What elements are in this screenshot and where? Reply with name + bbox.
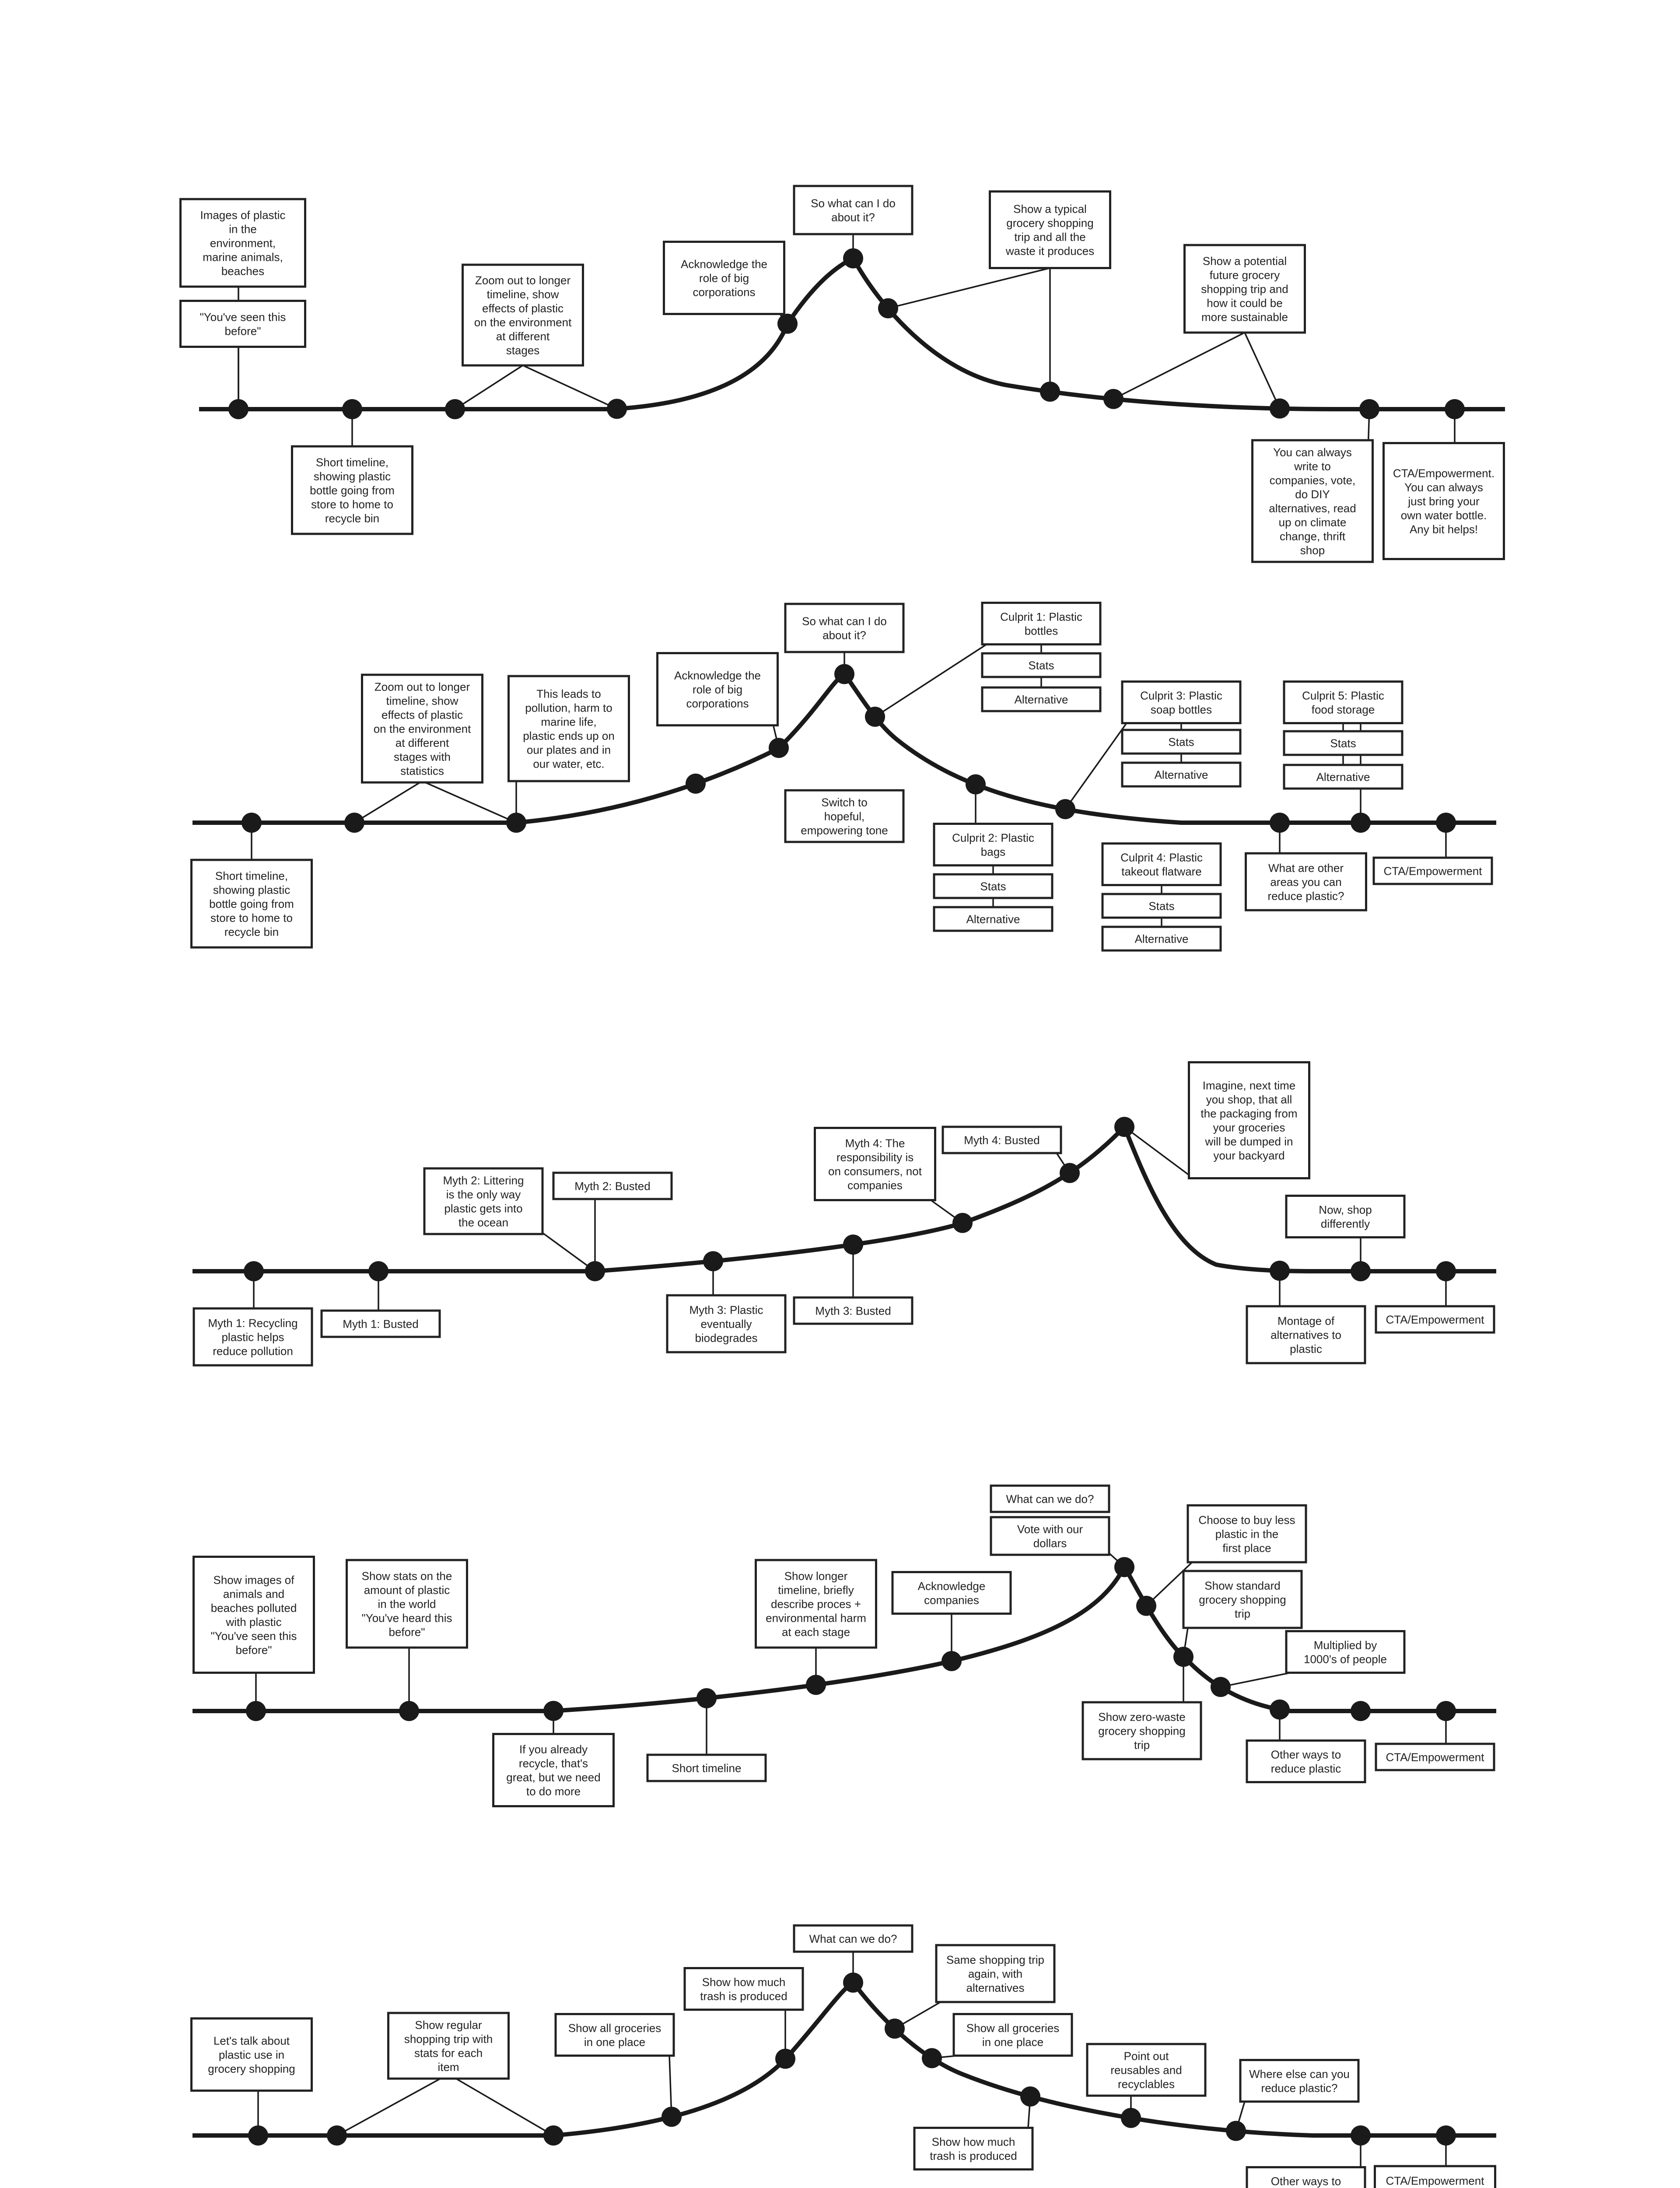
timeline-node [834, 664, 854, 684]
story-beat-box-text: Stats [980, 880, 1006, 893]
story-beat-box [1246, 853, 1366, 910]
timeline-node [952, 1213, 973, 1233]
story-beat-box-text: Show how much trash is produced [700, 1975, 788, 2003]
story-beat-box-text: Show a potential future grocery shopping trip and how it could be more sustainable [1201, 254, 1288, 324]
story-beat-box [1122, 730, 1240, 754]
story-beat-box-text: "You've seen this before" [200, 310, 286, 338]
timeline-node [445, 399, 465, 419]
timeline-node [1226, 2121, 1246, 2141]
connector-line [523, 365, 617, 409]
story-beat-box-text: Show all groceries in one place [966, 2021, 1060, 2049]
timeline-node [843, 248, 863, 268]
timeline-node [1351, 1701, 1371, 1721]
story-beat-box [667, 1295, 785, 1352]
timeline-node [1040, 382, 1060, 402]
story-beat-box-text: Alternative [966, 912, 1020, 926]
story-beat-box-text: Alternative [1014, 693, 1068, 706]
story-beat-box-text: Images of plastic in the environment, marine animals, beaches [200, 208, 286, 278]
story-beat-box [1102, 894, 1221, 918]
timeline-node [775, 2049, 795, 2069]
connector-line [1113, 333, 1245, 399]
story-beat-box [1122, 763, 1240, 786]
story-beat-box [388, 2013, 509, 2079]
story-beat-box-text: Stats [1330, 736, 1356, 750]
story-beat-box-text: Stats [1168, 735, 1194, 749]
story-beat-box [362, 675, 483, 782]
story-beat-box-frame [892, 1572, 1011, 1614]
story-beat-box-text: You can always write to companies, vote, do DIY alternatives, read up on climate change, thrift shop [1269, 445, 1356, 557]
timeline-node [327, 2125, 347, 2146]
story-beat-box [943, 1127, 1061, 1153]
timeline-node [686, 774, 706, 794]
connector-line [337, 2074, 448, 2135]
story-beat-box [1374, 858, 1492, 884]
story-beat-box-text: Other ways to reduce plastic [1270, 1748, 1341, 1775]
story-beat-box-text: Point out reusables and recyclables [1110, 2049, 1182, 2091]
story-beat-box [982, 603, 1100, 645]
timeline-node [607, 399, 627, 419]
timeline-node [1103, 389, 1124, 409]
story-beat-box-text: Multiplied by 1000's of people [1303, 1638, 1387, 1666]
story-beat-box-text: If you already recycle, that's great, but we need to do more [506, 1743, 601, 1798]
story-beat-box [1247, 1306, 1365, 1363]
storyboard-diagram-1 [181, 186, 1505, 562]
story-beat-box [1122, 682, 1240, 723]
timeline-node [1020, 2086, 1040, 2107]
story-beat-box [990, 192, 1110, 268]
story-beat-box-text: Let's talk about plastic use in grocery shopping [208, 2034, 295, 2076]
story-beat-box-text: Culprit 4: Plastic takeout flatware [1120, 851, 1203, 878]
connector-line [455, 365, 523, 409]
story-beat-box [1284, 731, 1402, 755]
timeline-node [1359, 399, 1379, 419]
story-beat-box-text: Now, shop differently [1319, 1203, 1372, 1231]
story-beat-box-text: Short timeline [672, 1761, 742, 1775]
story-beat-box-frame [181, 301, 305, 347]
story-beat-box [664, 242, 784, 314]
storyboard-diagram-5 [192, 1925, 1497, 2188]
story-beat-box-text: Show a typical grocery shopping trip and all the waste it produces [1005, 202, 1095, 258]
timeline-node [696, 1688, 717, 1708]
story-beat-box-text: Show regular shopping trip with stats for each item [404, 2018, 493, 2074]
timeline-node [1270, 399, 1290, 419]
story-beat-box-text: Switch to hopeful, empowering tone [801, 796, 888, 837]
timeline-node [244, 1261, 264, 1281]
story-beat-box [954, 2014, 1072, 2056]
story-beat-box-text: Acknowledge companies [917, 1579, 986, 1607]
story-beat-box-text: Myth 3: Busted [815, 1304, 891, 1318]
story-beat-box [756, 1560, 876, 1648]
timeline-node [1270, 1700, 1290, 1720]
connector-line [422, 781, 516, 823]
connector-line [1221, 1673, 1291, 1687]
timeline-node [942, 1651, 962, 1671]
story-beat-box-text: Zoom out to longer timeline, show effects of plastic on the environment at different stages [474, 274, 572, 357]
timeline-node [806, 1675, 826, 1695]
timeline-node [543, 2125, 564, 2146]
story-beat-box-text: So what can I do about it? [811, 196, 896, 224]
timeline-node [1173, 1647, 1194, 1667]
timeline-node [966, 774, 986, 794]
story-beat-box-text: Montage of alternatives to plastic [1270, 1314, 1341, 1356]
story-beat-box-text: Acknowledge the role of big corporations [680, 257, 768, 299]
connector-line [354, 781, 422, 823]
story-beat-box [1102, 844, 1221, 885]
story-beat-box [192, 860, 312, 947]
story-beat-box [991, 1486, 1109, 1512]
story-beat-box-frame [1102, 844, 1221, 885]
story-beat-box [794, 1925, 912, 1952]
story-beat-box-text: CTA/Empowerment [1386, 1750, 1484, 1764]
story-beat-box-frame [1240, 2060, 1358, 2102]
timeline-node [399, 1701, 419, 1721]
story-beat-box-text: Short timeline, showing plastic bottle going from store to home to recycle bin [310, 456, 395, 525]
story-beat-box-frame [785, 604, 903, 652]
story-beat-box-text: Stats [1148, 899, 1175, 913]
timeline-node [922, 2048, 942, 2068]
story-beat-box-text: Show how much trash is produced [930, 2135, 1017, 2163]
story-beat-box [934, 874, 1052, 898]
timeline-node [1270, 1261, 1290, 1281]
story-beat-box-frame [1122, 682, 1240, 723]
story-beat-box-text: Culprit 2: Plastic bags [952, 831, 1034, 859]
story-beat-box [785, 790, 903, 842]
story-beat-box [322, 1311, 440, 1337]
story-beat-box-text: Show zero-waste grocery shopping trip [1098, 1710, 1186, 1752]
timeline-node [1436, 2125, 1456, 2146]
story-beat-box-frame [794, 186, 912, 234]
story-beat-box [785, 604, 903, 652]
connector-line [888, 268, 1050, 309]
timeline-node [703, 1251, 723, 1271]
story-beat-box-text: Myth 4: Busted [964, 1133, 1040, 1147]
story-beat-box-text: Myth 1: Recycling plastic helps reduce pollution [208, 1316, 298, 1358]
timeline-node [344, 813, 364, 833]
timeline-node [1270, 813, 1290, 833]
story-beat-box [1087, 2044, 1205, 2096]
timeline-node [662, 2107, 682, 2127]
story-beat-box-text: This leads to pollution, harm to marine life, plastic ends up on our plates and in our water, etc. [523, 687, 615, 771]
story-beat-box-text: CTA/Empowerment. You can always just bring your own water bottle. Any bit helps! [1393, 466, 1495, 536]
timeline-node [246, 1701, 266, 1721]
story-beat-box [1376, 1306, 1494, 1332]
story-beat-box-text: Myth 3: Plastic eventually biodegrades [689, 1303, 763, 1345]
timeline-node [585, 1261, 605, 1281]
story-beat-box-text: CTA/Empowerment [1386, 2174, 1484, 2188]
story-beat-box [1384, 443, 1504, 559]
story-beat-box-text: Other ways to [1270, 2174, 1341, 2188]
story-beat-box-text: Culprit 5: Plastic food storage [1302, 689, 1384, 716]
story-beat-box-frame [556, 2014, 674, 2056]
story-beat-box [181, 199, 305, 287]
story-beat-box [1102, 927, 1221, 950]
story-beat-box-text: What can we do? [809, 1932, 897, 1946]
story-beat-box-frame [685, 1968, 803, 2010]
connector-line [1065, 723, 1127, 810]
timeline-node [1436, 1261, 1456, 1281]
timeline-node [228, 399, 248, 419]
story-beat-box [1188, 1505, 1306, 1562]
story-beat-box-frame [1286, 1196, 1404, 1238]
story-beat-box-text: Vote with our dollars [1017, 1522, 1083, 1550]
story-beat-box [494, 1734, 614, 1806]
story-beat-box-text: Culprit 3: Plastic soap bottles [1140, 689, 1222, 716]
story-beat-box-text: Choose to buy less plastic in the first place [1198, 1513, 1295, 1555]
timeline-node [885, 2019, 905, 2039]
story-beat-box [181, 301, 305, 347]
story-beat-box-text: Myth 2: Busted [574, 1179, 651, 1193]
timeline-node [242, 813, 262, 833]
story-beat-box [1083, 1702, 1201, 1759]
story-beat-box [347, 1560, 467, 1648]
timeline-node [1351, 1261, 1371, 1281]
story-beat-box [982, 687, 1100, 711]
storyboard-diagram-3 [192, 1062, 1496, 1366]
story-beat-box-text: What are other areas you can reduce plastic? [1267, 861, 1344, 903]
story-beat-box [194, 1308, 312, 1365]
timeline-node [865, 707, 885, 727]
story-beat-box [1189, 1062, 1309, 1178]
story-beat-box [1183, 1571, 1302, 1628]
timeline-node [248, 2125, 268, 2146]
timeline-node [1114, 1117, 1134, 1137]
timeline-node [1136, 1596, 1156, 1616]
story-beat-box-text: Show longer timeline, briefly describe proces + environmental harm at each stage [766, 1569, 866, 1639]
timeline-node [506, 813, 526, 833]
story-beat-box-frame [1286, 1631, 1404, 1673]
story-beat-box-text: Alternative [1316, 770, 1370, 784]
story-beat-box [658, 653, 778, 726]
timeline-node [878, 298, 898, 318]
timeline-node [543, 1701, 564, 1721]
story-beat-box-text: Show standard grocery shopping trip [1199, 1579, 1286, 1620]
story-beat-box-frame [1247, 1741, 1365, 1782]
story-beat-box [1376, 1744, 1494, 1770]
story-beat-box-text: Show images of animals and beaches polluted with plastic "You've seen this before" [210, 1573, 297, 1657]
story-beat-box-text: So what can I do about it? [802, 614, 887, 642]
connector-line [875, 645, 987, 717]
story-beat-box-text: CTA/Empowerment [1386, 1313, 1484, 1326]
story-beat-box [509, 676, 629, 781]
connector-line [448, 2074, 553, 2135]
story-beat-box [292, 446, 413, 534]
story-beat-box [794, 1297, 912, 1324]
story-beat-box-text: Where else can you reduce plastic? [1249, 2067, 1350, 2095]
story-beat-box [1247, 1741, 1365, 1782]
timeline-node [368, 1261, 388, 1281]
storyboard-diagram-2 [192, 603, 1497, 951]
story-beat-box [1185, 245, 1305, 333]
story-beat-box [1286, 1631, 1404, 1673]
story-beat-box [1284, 765, 1402, 789]
timeline-node [342, 399, 362, 419]
timeline-node [1351, 2125, 1371, 2146]
timeline-node [1436, 813, 1456, 833]
story-beat-box [1253, 440, 1373, 562]
story-beat-box-frame [914, 2128, 1032, 2170]
story-beat-box-text: Myth 4: The responsibility is on consumers, not companies [828, 1136, 922, 1192]
story-arc-line [199, 258, 1505, 409]
story-beat-box-text: Alternative [1134, 932, 1189, 946]
timeline-node [1436, 1701, 1456, 1721]
story-beat-box [1240, 2060, 1358, 2102]
story-beat-box-text: Stats [1028, 659, 1054, 672]
story-beat-box-text: Alternative [1154, 768, 1208, 782]
connector-line [1245, 333, 1280, 409]
story-beat-box [892, 1572, 1011, 1614]
story-beat-box-text: Same shopping trip again, with alternatives [946, 1953, 1045, 1995]
story-beat-box-text: Show stats on the amount of plastic in the world "You've heard this before" [361, 1569, 452, 1639]
story-beat-box-text: Culprit 1: Plastic bottles [1000, 610, 1082, 638]
story-beat-box [424, 1168, 542, 1234]
story-beat-box [1375, 2166, 1495, 2188]
storyboard-diagram-4 [192, 1486, 1496, 1806]
timeline-node [1445, 399, 1465, 419]
story-beat-box-frame [934, 824, 1052, 866]
story-beat-box-text: Zoom out to longer timeline, show effects of plastic on the environment at different stages with statistics [373, 680, 471, 778]
connector-line [538, 1230, 595, 1271]
story-beat-box-text: CTA/Empowerment [1383, 864, 1482, 878]
timeline-node [1114, 1557, 1134, 1577]
story-beat-box [648, 1755, 766, 1781]
story-beat-box [463, 265, 583, 365]
timeline-node [1351, 813, 1371, 833]
story-beat-box-frame [1284, 682, 1402, 723]
story-beat-box [934, 907, 1052, 931]
timeline-node [1055, 799, 1075, 819]
timeline-node [777, 314, 798, 334]
story-beat-box [914, 2128, 1032, 2170]
story-beat-box-text: Acknowledge the role of big corporations [674, 669, 761, 710]
story-beat-box-text: Show all groceries in one place [568, 2021, 662, 2049]
story-beat-box-text: Short timeline, showing plastic bottle going from store to home to recycle bin [209, 869, 294, 939]
story-beat-box-text: What can we do? [1006, 1492, 1094, 1506]
story-beat-box [553, 1173, 672, 1199]
story-beat-box [1286, 1196, 1404, 1238]
timeline-node [843, 1973, 863, 1993]
timeline-node [1121, 2108, 1141, 2128]
story-beat-box [936, 1945, 1054, 2002]
story-beat-box [815, 1128, 935, 1200]
timeline-node [843, 1234, 863, 1255]
story-beat-box [556, 2014, 674, 2056]
story-beat-box [991, 1517, 1109, 1555]
timeline-node [769, 738, 789, 758]
story-beat-box [194, 1557, 314, 1673]
story-beat-box [1284, 682, 1402, 723]
story-beat-box [685, 1968, 803, 2010]
story-beat-box [192, 2019, 312, 2091]
story-beat-box [794, 186, 912, 234]
story-beat-box [934, 824, 1052, 866]
story-beat-box-frame [982, 603, 1100, 645]
story-beat-box-text: Imagine, next time you shop, that all the packaging from your groceries will be dumped in your backyard [1200, 1079, 1298, 1162]
story-beat-box [1247, 2167, 1365, 2188]
story-beat-box-text: Myth 1: Busted [343, 1317, 419, 1331]
timeline-node [1060, 1163, 1080, 1183]
story-beat-box [982, 653, 1100, 677]
timeline-node [1211, 1677, 1231, 1697]
story-beat-box-frame [954, 2014, 1072, 2056]
story-beat-box-text: Myth 2: Littering is the only way plastic gets into the ocean [443, 1174, 524, 1229]
